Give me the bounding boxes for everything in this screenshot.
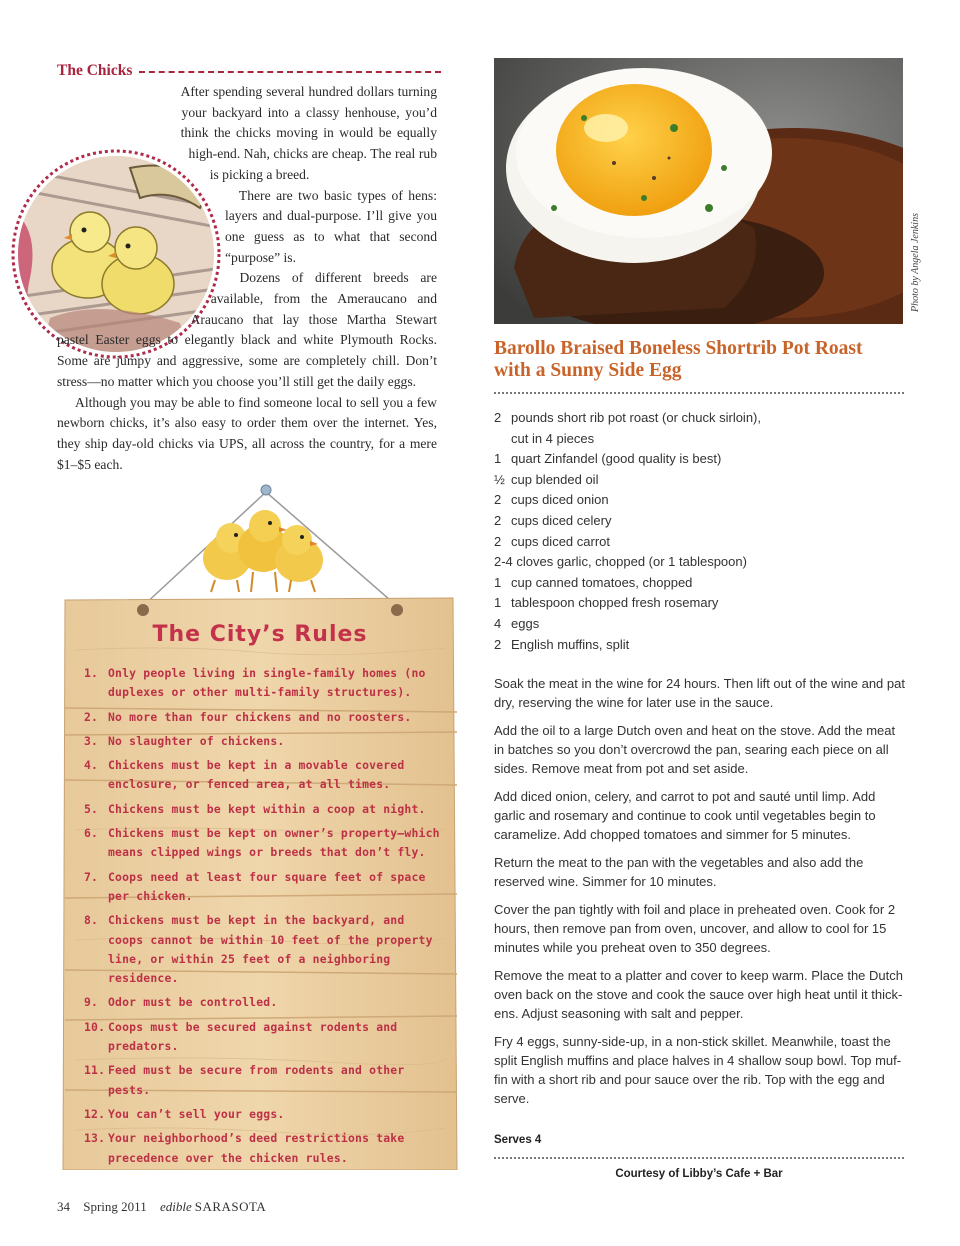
rule-number: 11. — [84, 1063, 106, 1078]
ingredient-row — [494, 490, 904, 511]
ingredient-row — [494, 511, 904, 532]
ingredient-item: pounds short rib pot roast (or chuck sirloin), — [511, 410, 761, 425]
rule-item — [84, 1018, 444, 1057]
rule-number: 8. — [84, 913, 99, 928]
ingredient-row — [494, 614, 904, 635]
rule-item — [84, 708, 444, 727]
chicks-heading — [57, 62, 441, 82]
ingredient-item: eggs — [511, 615, 540, 631]
page-number: 34 — [57, 1199, 70, 1214]
wrap-spacer-a — [57, 120, 201, 144]
wrap-spacer-b — [57, 144, 225, 332]
rule-number: 7. — [84, 869, 99, 884]
page-footer — [57, 1199, 276, 1215]
ingredient-item: tablespoon chopped fresh rosemary — [511, 595, 719, 611]
rule-text: Chickens must be kept in the backyard, and coops cannot be within 10 feet of the property line, or within 25 feet of a neighboring residence. — [108, 913, 433, 986]
rule-text: Chickens must be kept in a movable covered enclosure, or fenced area, at all times. — [108, 758, 405, 792]
brand-sarasota: SARASOTA — [194, 1199, 267, 1214]
chicks-paragraph-1 — [57, 82, 437, 186]
dotted-divider — [494, 392, 904, 394]
ingredient-qty: 2 — [494, 410, 502, 425]
ingredient-item: cup canned tomatoes, chopped — [511, 574, 693, 590]
chicks-paragraph-4: Although you may be able to find someone local to sell you a few newborn chicks, it’s also easy to order them over the internet. Yes, they ship day-old chicks via UPS, all across the country, for a mere $1–$5 each. — [57, 394, 437, 472]
rule-number: 4. — [84, 758, 99, 773]
ingredient-qty: 2 — [494, 636, 502, 652]
ingredient-row — [494, 429, 904, 450]
rule-text: No more than four chickens and no roosters. — [108, 709, 412, 724]
ingredient-item: quart Zinfandel (good quality is best) — [511, 451, 722, 467]
ingredient-item: cloves garlic, chopped (or 1 tablespoon) — [516, 554, 747, 570]
recipe-courtesy: Courtesy of Libby’s Cafe + Bar — [615, 1168, 783, 1180]
city-rules-list — [84, 664, 444, 1173]
ingredient-qty: 2 — [494, 512, 502, 528]
ingredient-row — [494, 408, 904, 429]
rule-number: 10. — [84, 1019, 106, 1034]
rule-item — [84, 800, 444, 819]
rule-text: No slaughter of chickens. — [108, 733, 285, 748]
ingredient-row — [494, 573, 904, 594]
ingredient-qty: 1 — [494, 595, 502, 611]
rule-text: Coops must be secured against rodents and predators. — [108, 1019, 398, 1054]
chicks-title: The Chicks — [57, 62, 138, 80]
rule-item — [84, 1129, 444, 1168]
ingredient-row — [494, 449, 904, 470]
rule-number: 9. — [84, 995, 99, 1010]
ingredient-item: cups diced celery — [511, 512, 612, 528]
method-step: Fry 4 eggs, sunny-side-up, in a non-stick skillet. Meanwhile, toast the split English muffins and place halves in 4 shallow soup bowl. Top muf-fin with a short rib and pour sauce over the rib. Top with the egg and serve. — [494, 1034, 902, 1106]
rule-text: Coops need at least four square feet of space per chicken. — [108, 869, 426, 903]
ingredient-item: cups diced onion — [511, 492, 609, 508]
rule-text: Odor must be controlled. — [108, 995, 278, 1010]
rule-text: Chickens must be kept on owner’s property—which means clipped wings or breeds that don’t fly. — [108, 826, 440, 860]
rule-item — [84, 993, 444, 1012]
heading-dashed-rule — [139, 71, 441, 73]
method-step: Add the oil to a large Dutch oven and heat on the stove. Add the meat in batches so you don’t overcrowd the pan, searing each piece on all sides. Remove meat from pot and set aside. — [494, 723, 896, 776]
ingredient-qty: 2 — [494, 492, 502, 508]
rule-text: You can’t sell your eggs. — [108, 1106, 285, 1121]
rule-number: 5. — [84, 801, 99, 816]
recipe-method — [494, 674, 906, 1117]
method-step: Remove the meat to a platter and cover to keep warm. Place the Dutch oven back on the stove and cook the sauce over high heat until it thick-ens. Adjust seasoning with salt and pepper. — [494, 968, 903, 1021]
chicks-paragraph-1-text: After spending several hundred dollars turning your backyard into a classy henhouse, you’d think the chicks moving in would be equally high-end. Nah, chicks are cheap. The real rub is picking a breed. — [180, 84, 437, 182]
rule-text: Chickens must be kept within a coop at night. — [108, 801, 426, 816]
rule-text: Your neighborhood’s deed restrictions take precedence over the chicken rules. — [108, 1131, 405, 1165]
rule-number: 2. — [84, 709, 99, 724]
ingredient-row — [494, 635, 904, 656]
rule-item — [84, 868, 444, 907]
sign-title: The City’s Rules — [152, 622, 368, 647]
rule-item — [84, 1061, 444, 1100]
ingredient-qty: 2 — [494, 533, 502, 549]
method-step: Return the meat to the pan with the vegetables and also add the reserved wine. Simmer for 10 minutes. — [494, 855, 864, 889]
photo-credit: Photo by Angela Jenkins — [910, 213, 921, 312]
rule-text: Feed must be secure from rodents and other pests. — [108, 1063, 405, 1097]
ingredient-qty: 2-4 — [494, 554, 513, 570]
three-chicks-image — [203, 510, 323, 592]
ingredient-row — [494, 470, 904, 491]
chicks-paragraph-2: There are two basic types of hens: layers and dual-purpose. I’ll give you one guess as to what that second “purpose” is. — [225, 187, 437, 265]
method-step: Cover the pan tightly with foil and place in preheated oven. Cook for 2 hours, then remove pan from oven, uncover, and allow to cool for 15 minutes while you preheat oven to 350 degrees. — [494, 902, 896, 955]
chicks-article-body — [57, 82, 437, 475]
ingredient-row — [494, 552, 904, 573]
rule-item — [84, 756, 444, 795]
ingredient-qty: ½ — [494, 471, 505, 487]
method-step: Soak the meat in the wine for 24 hours. Then lift out of the wine and pat dry, reserving the wine for later use in the sauce. — [494, 676, 905, 710]
dotted-divider — [494, 1157, 904, 1159]
ingredients-list — [494, 408, 904, 655]
ingredient-item: cups diced carrot — [511, 533, 610, 549]
ingredient-qty: 1 — [494, 574, 502, 590]
ingredient-item: cut in 4 pieces — [511, 430, 595, 446]
ingredient-qty: 4 — [494, 615, 502, 631]
recipe-title: Barollo Braised Boneless Shortrib Pot Roast with a Sunny Side Egg — [494, 338, 863, 381]
rule-item — [84, 664, 444, 703]
ingredient-item: English muffins, split — [511, 636, 630, 652]
chicks-paragraph-3: Dozens of different breeds are available, from the Ameraucano and Araucano that lay those Martha Stewart pastel Easter eggs to elegantly black and white Plymouth Rocks. Some are jumpy and aggressive, some are completely chill. Don’t stress—no matter which you choose you’ll still get the daily eggs. — [57, 270, 437, 389]
rule-number: 6. — [84, 826, 99, 841]
rule-number: 3. — [84, 733, 99, 748]
rule-text: Only people living in single-family homes (no duplexes or other multi-family structures). — [108, 666, 426, 700]
rule-item — [84, 911, 444, 988]
rule-item — [84, 1105, 444, 1124]
ingredient-qty: 1 — [494, 451, 502, 467]
serves-count: Serves 4 — [494, 1134, 542, 1146]
rule-number: 1. — [84, 666, 99, 680]
rule-number: 12. — [84, 1106, 106, 1121]
brand-edible: edible — [159, 1199, 192, 1214]
ingredient-item: cup blended oil — [511, 471, 599, 487]
ingredient-row — [494, 593, 904, 614]
rule-number: 13. — [84, 1131, 106, 1146]
issue-season: Spring 2011 — [83, 1199, 147, 1214]
recipe-photo-egg-on-shortrib — [494, 58, 903, 324]
method-step: Add diced onion, celery, and carrot to pot and sauté until limp. Add garlic and rosemary and continue to cook until vegetables begin to caramelize. Add chopped tomatoes and simmer for 5 minutes. — [494, 789, 876, 842]
rule-item — [84, 824, 444, 863]
ingredient-row — [494, 532, 904, 553]
rule-item — [84, 732, 444, 751]
